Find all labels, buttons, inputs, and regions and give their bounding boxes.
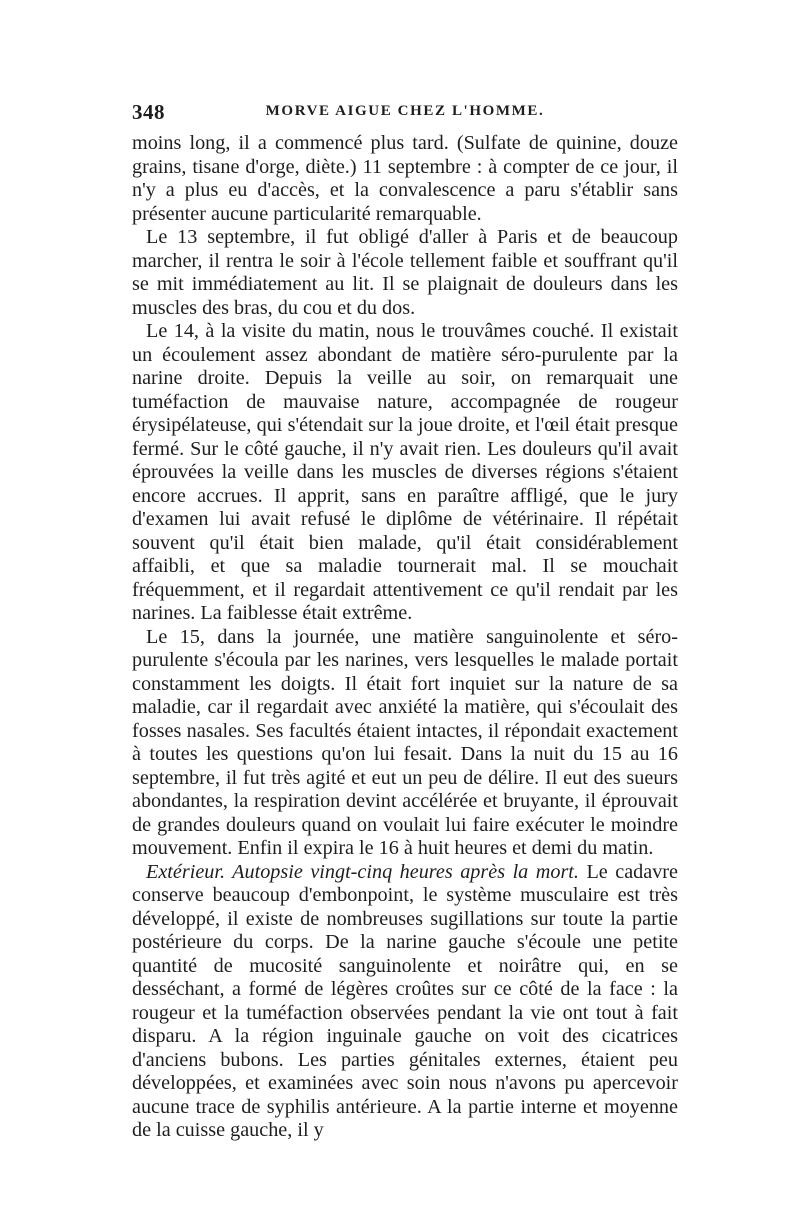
paragraph-continuation: moins long, il a commencé plus tard. (Sulfate de quinine, douze grains, tisane d'orge, diète.) 11 septembre : à compter de ce jour, il n'y a plus eu d'accès, et la convalescence a paru s'établir sans présenter aucune particularité remarquable. xyxy=(132,132,678,225)
paragraph-body: Le cadavre conserve beaucoup d'embonpoint, le système musculaire est très développé, il existe de nombreuses sugillations sur toute la partie postérieure du corps. De la narine gauche s'écoule une petite quantité de mucosité sanguinolente et noirâtre qui, en se desséchant, a formé de légères croûtes sur ce côté de la face : la rougeur et la tuméfaction observées pendant la vie ont tout à fait disparu. A la région inguinale gauche on voit des cicatrices d'anciens bubons. Les parties génitales externes, étaient peu développées, et examinées avec soin nous n'avons pu apercevoir aucune trace de syphilis antérieure. A la partie interne et moyenne de la cuisse gauche, il y xyxy=(132,860,678,1141)
paragraph: Le 15, dans la journée, une matière sanguinolente et séro-purulente s'écoula par les narines, vers lesquelles le malade portait constamment les doigts. Il était fort inquiet sur la nature de sa maladie, car il regardait avec anxiété la matière, qui s'écoulait des fosses nasales. Ses facultés étaient intactes, il répondait exactement à toutes les questions qu'on lui fesait. Dans la nuit du 15 au 16 septembre, il fut très agité et eut un peu de délire. Il eut des sueurs abondantes, la respiration devint accélérée et bruyante, il éprouvait de grandes douleurs quand on voulait lui faire exécuter le moindre mouvement. Enfin il expira le 16 à huit heures et demi du matin. xyxy=(132,625,678,859)
page-header xyxy=(132,100,678,126)
body-text xyxy=(132,132,678,1143)
page-number: 348 xyxy=(132,100,165,124)
paragraph: Le 13 septembre, il fut obligé d'aller à Paris et de beaucoup marcher, il rentra le soir à l'école tellement faible et souffrant qu'il se mit immédiatement au lit. Il se plaignait de douleurs dans les muscles des bras, du cou et du dos. xyxy=(132,226,678,319)
running-title: MORVE AIGUE CHEZ L'HOMME. xyxy=(265,103,545,119)
paragraph-lead: Extérieur. Autopsie vingt-cinq heures après la mort. xyxy=(146,860,579,883)
paragraph: Le 14, à la visite du matin, nous le trouvâmes couché. Il existait un écoulement assez abondant de matière séro-purulente par la narine droite. Depuis la veille au soir, on remarquait une tuméfaction de mauvaise nature, accompagnée de rougeur érysipélateuse, qui s'étendait sur la joue droite, et l'œil était presque fermé. Sur le côté gauche, il n'y avait rien. Les douleurs qu'il avait éprouvées la veille dans les muscles de diverses régions s'étaient encore accrues. Il apprit, sans en paraître affligé, que le jury d'examen lui avait refusé le diplôme de vétérinaire. Il répétait souvent qu'il était bien malade, qu'il était considérablement affaibli, et que sa maladie tournerait mal. Il se mouchait fréquemment, et il regardait attentivement ce qu'il rendait par les narines. La faiblesse était extrême. xyxy=(132,320,678,624)
paragraph-autopsy xyxy=(132,861,678,1143)
